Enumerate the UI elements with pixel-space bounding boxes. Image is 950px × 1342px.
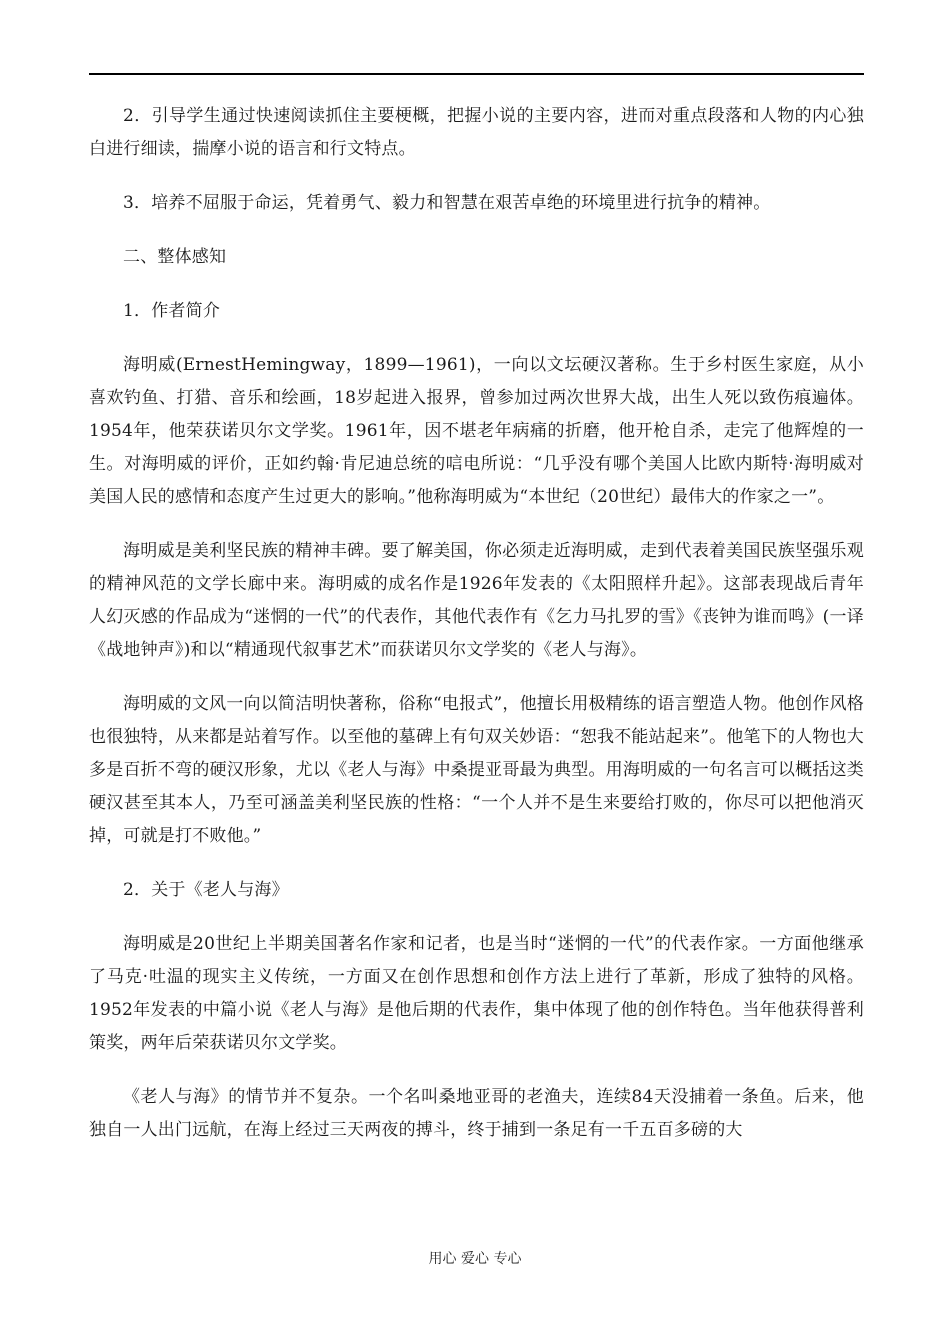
paragraph-author-bio: 海明威(ErnestHemingway，1899—1961)，一向以文坛硬汉著称。生于乡村医生家庭，从小喜欢钓鱼、打猎、音乐和绘画，18岁起进入报界，曾参加过两次世界大战，出生人死以致伤痕遍体。1954年，他荣获诺贝尔文学奖。1961年，因不堪老年病痛的折磨，他开枪自杀，走完了他辉煌的一生。对海明威的评价，正如约翰·肯尼迪总统的唁电所说：“几乎没有哪个美国人比欧内斯特·海明威对美国人民的感情和态度产生过更大的影响。”他称海明威为“本世纪（20世纪）最伟大的作家之一”。 bbox=[89, 355, 864, 507]
paragraph-goal-2: 2．引导学生通过快速阅读抓住主要梗概，把握小说的主要内容，进而对重点段落和人物的内心独白进行细读，揣摩小说的语言和行文特点。 bbox=[89, 106, 864, 159]
paragraph-novel-plot: 《老人与海》的情节并不复杂。一个名叫桑地亚哥的老渔夫，连续84天没捕着一条鱼。后来，他独自一人出门远航，在海上经过三天两夜的搏斗，终于捕到一条足有一千五百多磅的大 bbox=[89, 1087, 864, 1140]
paragraph-author-style: 海明威的文风一向以简洁明快著称，俗称“电报式”，他擅长用极精练的语言塑造人物。他创作风格也很独特，从来都是站着写作。以至他的墓碑上有句双关妙语：“恕我不能站起来”。他笔下的人物也大多是百折不弯的硬汉形象，尤以《老人与海》中桑提亚哥最为典型。用海明威的一句名言可以概括这类硬汉甚至其本人，乃至可涵盖美利坚民族的性格：“一个人并不是生来要给打败的，你尽可以把他消灭掉，可就是打不败他。” bbox=[89, 694, 864, 846]
section-heading-overall: 二、整体感知 bbox=[123, 247, 227, 267]
paragraph-goal-3: 3．培养不屈服于命运，凭着勇气、毅力和智慧在艰苦卓绝的环境里进行抗争的精神。 bbox=[123, 193, 771, 213]
paragraph-author-works: 海明威是美利坚民族的精神丰碑。要了解美国，你必须走近海明威，走到代表着美国民族坚强乐观的精神风范的文学长廊中来。海明威的成名作是1926年发表的《太阳照样升起》。这部表现战后青年人幻灭感的作品成为“迷惘的一代”的代表作，其他代表作有《乞力马扎罗的雪》《丧钟为谁而鸣》(一译《战地钟声》)和以“精通现代叙事艺术”而获诺贝尔文学奖的《老人与海》。 bbox=[89, 541, 864, 660]
header-rule bbox=[89, 73, 864, 75]
page-footer: 用心 爱心 专心 bbox=[428, 1251, 522, 1267]
document-body bbox=[89, 100, 864, 1168]
subheading-author: 1．作者简介 bbox=[123, 301, 221, 321]
paragraph-novel-background: 海明威是20世纪上半期美国著名作家和记者，也是当时“迷惘的一代”的代表作家。一方面他继承了马克·吐温的现实主义传统，一方面又在创作思想和创作方法上进行了革新，形成了独特的风格。1952年发表的中篇小说《老人与海》是他后期的代表作，集中体现了他的创作特色。当年他获得普利策奖，两年后荣获诺贝尔文学奖。 bbox=[89, 934, 864, 1053]
subheading-about-novel: 2．关于《老人与海》 bbox=[123, 880, 289, 900]
